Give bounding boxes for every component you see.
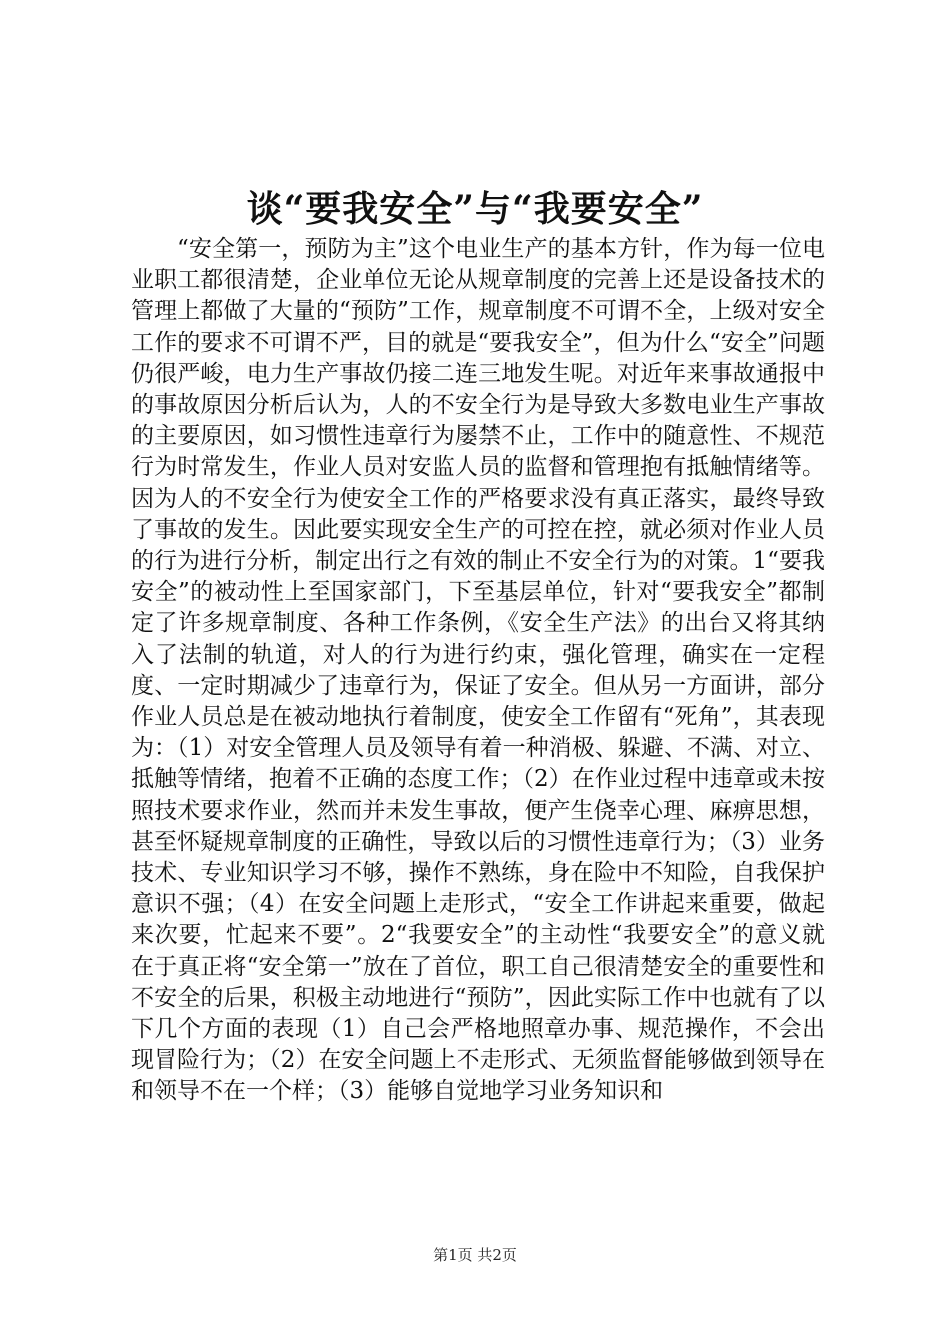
page-number-footer: 第1页 共2页: [433, 1246, 517, 1264]
document-body-paragraph: “安全第一，预防为主”这个电业生产的基本方针，作为每一位电业职工都很清楚，企业单位无论从规章制度的完善上还是设备技术的管理上都做了大量的“预防”工作，规章制度不可谓不全，上级对安全工作的要求不可谓不严，目的就是“要我安全”，但为什么“安全”问题仍很严峻，电力生产事故仍接二连三地发生呢。对近年来事故通报中的事故原因分析后认为，人的不安全行为是导致大多数电业生产事故的主要原因，如习惯性违章行为屡禁不止，工作中的随意性、不规范行为时常发生，作业人员对安监人员的监督和管理抱有抵触情绪等。因为人的不安全行为使安全工作的严格要求没有真正落实，最终导致了事故的发生。因此要实现安全生产的可控在控，就必须对作业人员的行为进行分析，制定出行之有效的制止不安全行为的对策。1“要我安全”的被动性上至国家部门，下至基层单位，针对“要我安全”都制定了许多规章制度、各种工作条例，《安全生产法》的出台又将其纳入了法制的轨道，对人的行为进行约束，强化管理，确实在一定程度、一定时期减少了违章行为，保证了安全。但从另一方面讲，部分作业人员总是在被动地执行着制度，使安全工作留有“死角”，其表现为：（1）对安全管理人员及领导有着一种消极、躲避、不满、对立、抵触等情绪，抱着不正确的态度工作；（2）在作业过程中违章或未按照技术要求作业，然而并未发生事故，便产生侥幸心理、麻痹思想，甚至怀疑规章制度的正确性，导致以后的习惯性违章行为；（3）业务技术、专业知识学习不够，操作不熟练，身在险中不知险，自我保护意识不强；（4）在安全问题上走形式，“安全工作讲起来重要，做起来次要，忙起来不要”。2“我要安全”的主动性“我要安全”的意义就在于真正将“安全第一”放在了首位，职工自己很清楚安全的重要性和不安全的后果，积极主动地进行“预防”，因此实际工作中也就有了以下几个方面的表现（1）自己会严格地照章办事、规范操作，不会出现冒险行为；（2）在安全问题上不走形式、无须监督能够做到领导在和领导不在一个样；（3）能够自觉地学习业务知识和: [131, 236, 825, 1105]
document-title: 谈“要我安全”与“我要安全”: [246, 188, 704, 230]
